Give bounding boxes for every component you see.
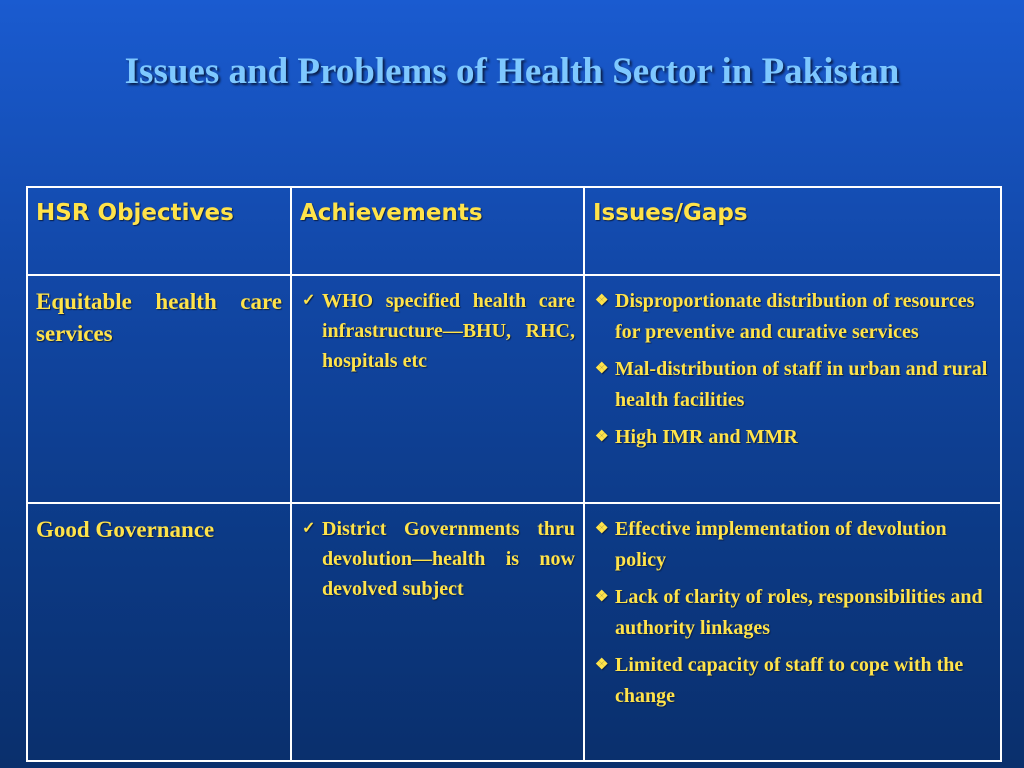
issue-text: Lack of clarity of roles, responsibilities and authority linkages (615, 586, 983, 639)
list-item (593, 354, 992, 416)
objective-text: Good Governance (36, 517, 215, 542)
column-header-objectives: HSR Objectives (27, 187, 291, 275)
hsr-table (26, 186, 1002, 762)
diamond-bullet-icon: ❖ (595, 589, 609, 605)
list-item (300, 286, 575, 376)
issue-text: Mal-distribution of staff in urban and rural health facilities (615, 358, 988, 411)
issue-text: Effective implementation of devolution policy (615, 518, 947, 571)
diamond-bullet-icon: ❖ (595, 361, 609, 377)
list-item (593, 286, 992, 348)
column-header-achievements: Achievements (291, 187, 584, 275)
column-header-issues: Issues/Gaps (584, 187, 1001, 275)
objective-cell (27, 503, 291, 761)
achievement-text: District Governments thru devolution—health is now devolved subject (322, 518, 575, 600)
objective-cell (27, 275, 291, 503)
achievements-cell (291, 275, 584, 503)
diamond-bullet-icon: ❖ (595, 429, 609, 445)
list-item (593, 582, 992, 644)
issues-cell (584, 275, 1001, 503)
list-item (593, 514, 992, 576)
achievements-list (300, 286, 575, 376)
issues-list (593, 514, 992, 712)
check-mark-icon: ✓ (302, 520, 316, 537)
objective-text: Equitable health care services (36, 289, 282, 346)
issue-text: Disproportionate distribution of resources for preventive and curative services (615, 290, 975, 343)
issue-text: High IMR and MMR (615, 426, 798, 448)
list-item (593, 650, 992, 712)
table-row (27, 503, 1001, 761)
achievements-cell (291, 503, 584, 761)
slide-title: Issues and Problems of Health Sector in Pakistan (124, 51, 900, 92)
issues-cell (584, 503, 1001, 761)
check-mark-icon: ✓ (302, 292, 316, 309)
issues-list (593, 286, 992, 453)
list-item (300, 514, 575, 604)
diamond-bullet-icon: ❖ (595, 521, 609, 537)
table-row (27, 275, 1001, 503)
diamond-bullet-icon: ❖ (595, 657, 609, 673)
diamond-bullet-icon: ❖ (595, 293, 609, 309)
issue-text: Limited capacity of staff to cope with the change (615, 654, 964, 707)
achievements-list (300, 514, 575, 604)
list-item (593, 422, 992, 453)
achievement-text: WHO specified health care infrastructure—BHU, RHC, hospitals etc (322, 290, 575, 372)
table-header-row (27, 187, 1001, 275)
